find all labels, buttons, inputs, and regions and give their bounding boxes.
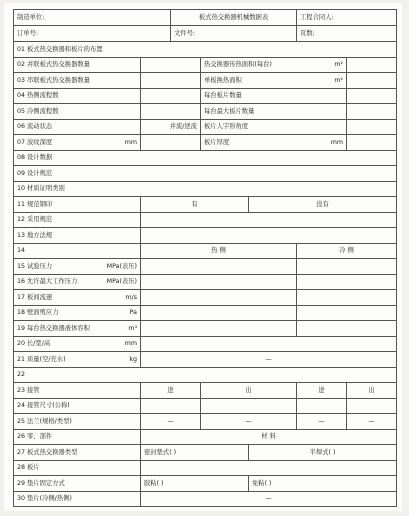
value-cell [347, 73, 397, 89]
row-label: 02 并联板式热交换器数量 [14, 57, 141, 73]
hot-value [141, 259, 297, 275]
contract-cell: 工程合同人: [297, 10, 397, 26]
value-cell [141, 135, 201, 151]
value-cell [141, 104, 201, 120]
cold-inlet: 进 [297, 383, 347, 399]
stamp-yes: 有 [141, 197, 249, 213]
unit-label: m³ [128, 324, 137, 332]
row-label: 28 板片 [14, 460, 141, 476]
row-16 [14, 274, 397, 290]
hot-value [141, 274, 297, 290]
cold-value [297, 259, 397, 275]
row-label: 01 板式热交换器和板片的布置 [14, 42, 397, 58]
row-label: 07 波纹深度 mm [14, 135, 141, 151]
value-cell [347, 119, 397, 135]
flow-mode-cell: 并流/逆流 [141, 119, 201, 135]
row-05 [14, 104, 397, 120]
hot-outlet: 出 [201, 383, 297, 399]
row-label-b: 每台板片数量 [201, 88, 347, 104]
value-cell [297, 398, 347, 414]
maker-cell: 制造单位: [14, 10, 171, 26]
cold-value [297, 305, 397, 321]
value-cell [347, 57, 397, 73]
value-cell [347, 135, 397, 151]
row-label: 03 串联板式热交换器数量 [14, 73, 141, 89]
unit-label: MPa(表压) [106, 262, 137, 270]
row-label: 17 板间流速 m/s [14, 290, 141, 306]
cold-side-header: 冷 侧 [297, 243, 397, 259]
row-14 [14, 243, 397, 259]
value-cell [141, 57, 201, 73]
file-cell: 文件号: [171, 26, 297, 42]
row-label: 09 设计规范 [14, 166, 397, 182]
page-cell: 页数: [297, 26, 397, 42]
row-label-b: 单板换热面积 m² [201, 73, 347, 89]
flange-dash: — [297, 414, 347, 430]
row-label-b: 板片厚度 mm [201, 135, 347, 151]
flange-dash: — [141, 414, 201, 430]
row-label: 20 长/宽/高 mm [14, 336, 141, 352]
row-02 [14, 57, 397, 73]
cold-value [297, 274, 397, 290]
data-sheet [4, 3, 402, 511]
row-label-b: 热交换器传热面积(每台) m² [201, 57, 347, 73]
unit-label: kg [129, 355, 137, 363]
value-cell [141, 228, 397, 244]
value-cell [141, 73, 201, 89]
row-label: 21 质量(空/充水) kg [14, 352, 141, 368]
value-cell [141, 212, 397, 228]
row-19 [14, 321, 397, 337]
row-label: 10 材质证明类别 [14, 181, 397, 197]
row-label: 29 垫片固定方式 [14, 476, 141, 492]
order-cell: 订单号: [14, 26, 171, 42]
glued-option: 胶粘( ) [141, 476, 249, 492]
value-cell [141, 460, 397, 476]
row-label: 05 冷侧流程数 [14, 104, 141, 120]
row-21 [14, 352, 397, 368]
row-03 [14, 73, 397, 89]
row-label-b: 板片人字形角度 [201, 119, 347, 135]
unit-label: m² [334, 61, 343, 69]
row-29 [14, 476, 397, 492]
hot-value [141, 321, 297, 337]
unit-label: MPa(表压) [106, 278, 137, 286]
row-label: 11 规范钢印 [14, 197, 141, 213]
cold-outlet: 出 [347, 383, 397, 399]
row-01 [14, 42, 397, 58]
value-cell [347, 104, 397, 120]
row-label: 16 允许最大工作压力 MPa(表压) [14, 274, 141, 290]
row-08 [14, 150, 397, 166]
row-22 [14, 367, 397, 383]
unit-label: mm [124, 340, 137, 348]
hot-side-header: 热 侧 [141, 243, 297, 259]
flange-dash: — [201, 414, 297, 430]
row-18 [14, 305, 397, 321]
glue-free-option: 免粘( ) [249, 476, 397, 492]
row-label: 18 壁面剪应力 Pa [14, 305, 141, 321]
sheet-title: 板式热交换器机械数据表 [171, 10, 297, 26]
row-24 [14, 398, 397, 414]
value-cell [141, 398, 201, 414]
gasket-value: — [141, 491, 397, 507]
row-10 [14, 181, 397, 197]
cold-value [297, 321, 397, 337]
row-label: 25 法兰(规格/类型) [14, 414, 141, 430]
row-label: 13 地方法规 [14, 228, 141, 244]
row-25 [14, 414, 397, 430]
row-label: 04 热侧流程数 [14, 88, 141, 104]
flange-dash: — [347, 414, 397, 430]
row-09 [14, 166, 397, 182]
hot-value [141, 305, 297, 321]
header-row-1 [14, 10, 397, 26]
unit-label: mm [330, 138, 343, 146]
row-label: 14 [14, 243, 141, 259]
value-cell [141, 88, 201, 104]
row-label: 30 垫片(冷侧/热侧) [14, 491, 141, 507]
unit-label: m² [334, 76, 343, 84]
row-label: 19 每台热交换器液体容积 m³ [14, 321, 141, 337]
row-15 [14, 259, 397, 275]
stamp-no: 没有 [249, 197, 397, 213]
row-26 [14, 429, 397, 445]
row-20 [14, 336, 397, 352]
unit-label: Pa [129, 309, 137, 317]
row-label: 08 设计数据 [14, 150, 397, 166]
row-13 [14, 228, 397, 244]
hot-value [141, 290, 297, 306]
value-cell [141, 336, 397, 352]
row-06 [14, 119, 397, 135]
cold-value [297, 290, 397, 306]
row-label: 15 试验压力 MPa(表压) [14, 259, 141, 275]
row-04 [14, 88, 397, 104]
row-17 [14, 290, 397, 306]
unit-label: m/s [125, 293, 137, 301]
row-12 [14, 212, 397, 228]
row-label: 22 [14, 367, 397, 383]
row-label-b: 每台最大板片数量 [201, 104, 347, 120]
mass-value: — [141, 352, 397, 368]
row-label: 12 采用规范 [14, 212, 141, 228]
row-11 [14, 197, 397, 213]
value-cell [347, 398, 397, 414]
row-label: 24 接管尺寸(公称) [14, 398, 141, 414]
row-30 [14, 491, 397, 507]
unit-label: mm [124, 138, 137, 146]
row-label: 26 零、部件 [14, 429, 141, 445]
hot-inlet: 进 [141, 383, 201, 399]
mechanical-data-table [13, 9, 397, 507]
gasket-type-option: 密封垫式( ) [141, 445, 249, 461]
value-cell [201, 398, 297, 414]
row-27 [14, 445, 397, 461]
row-28 [14, 460, 397, 476]
row-label: 23 接管 [14, 383, 141, 399]
value-cell [347, 88, 397, 104]
row-23 [14, 383, 397, 399]
header-row-2 [14, 26, 397, 42]
row-label: 27 板式热交换器类型 [14, 445, 141, 461]
material-header: 材 料 [141, 429, 397, 445]
row-07 [14, 135, 397, 151]
row-label: 06 流动状态 [14, 119, 141, 135]
semi-welded-option: 半焊式( ) [249, 445, 397, 461]
